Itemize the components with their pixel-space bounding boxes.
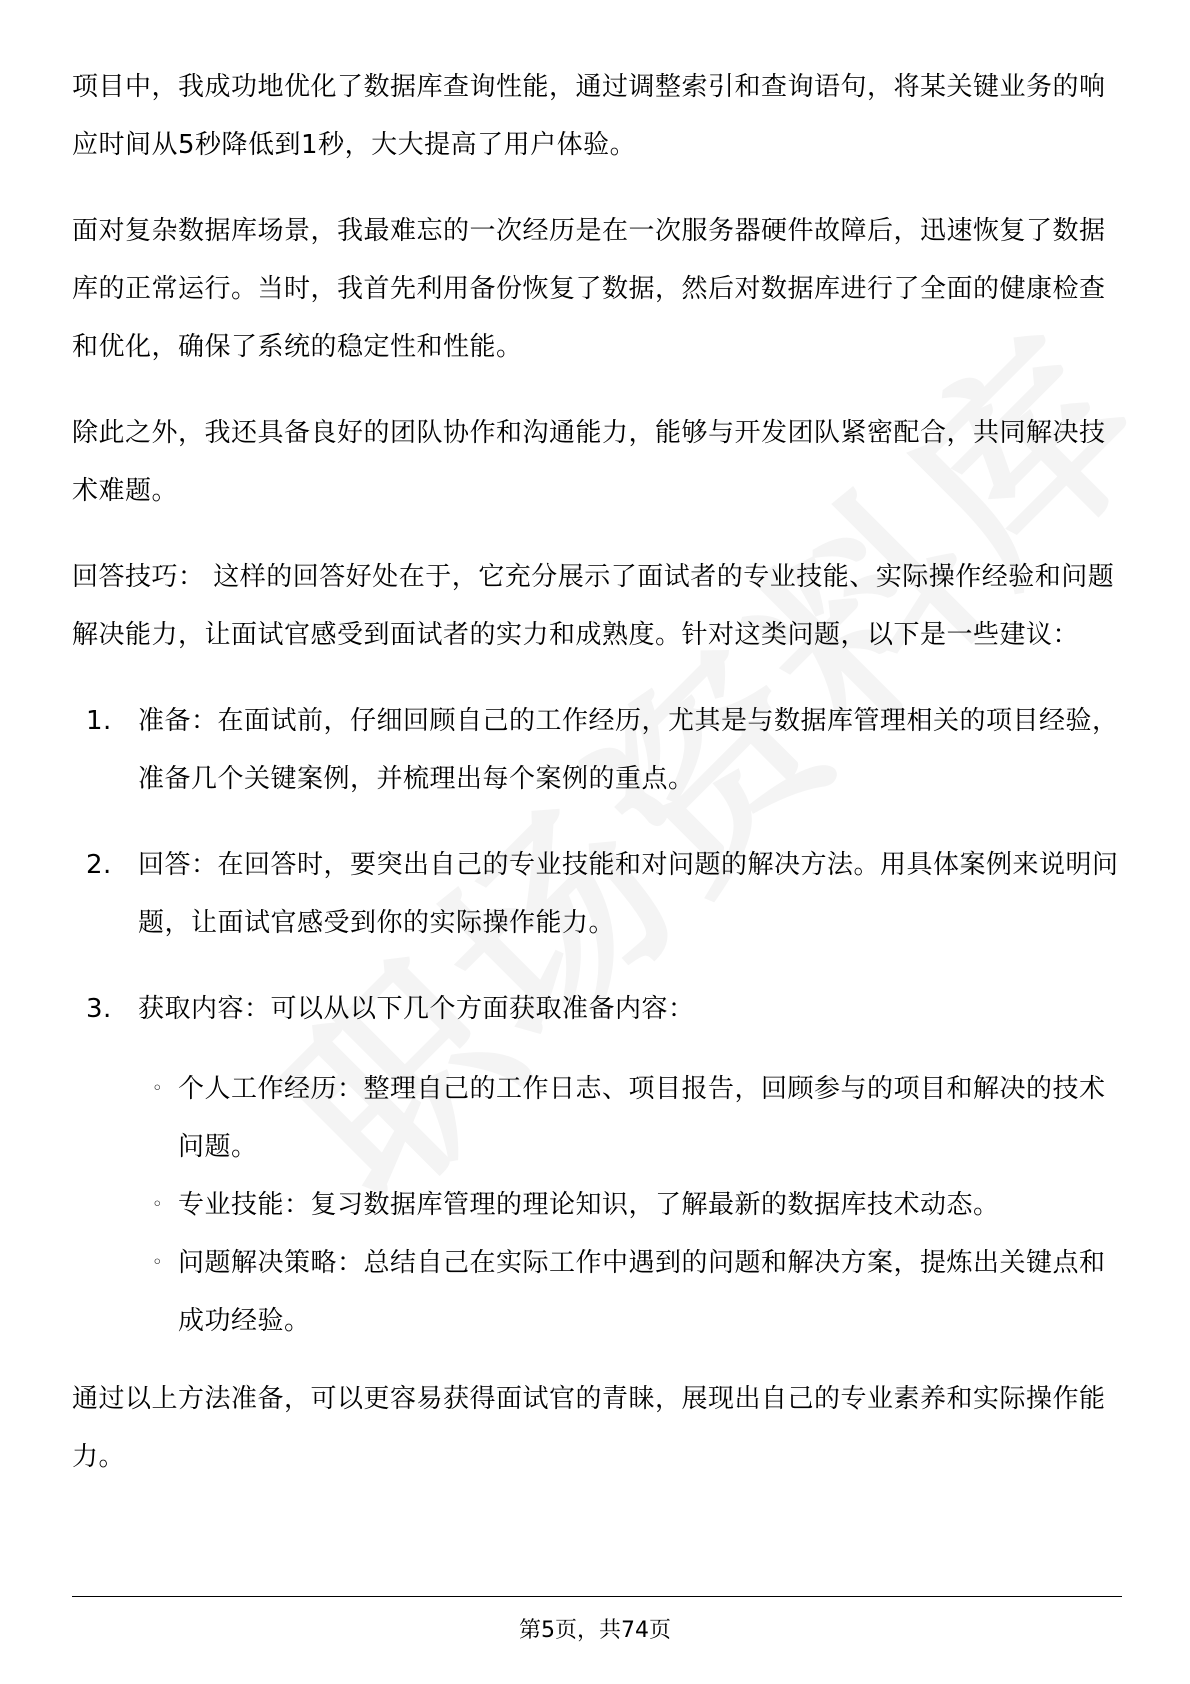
footer-divider <box>72 1596 1122 1597</box>
numbered-item-2 <box>86 836 1122 952</box>
list-number: 2. <box>86 850 112 880</box>
bullet-icon: ◦ <box>152 1194 164 1215</box>
list-item-text: 获取内容：可以从以下几个方面获取准备内容： <box>138 994 695 1024</box>
bullet-item-2 <box>72 1176 1122 1234</box>
numbered-item-3 <box>86 980 1122 1038</box>
paragraph-3: 除此之外，我还具备良好的团队协作和沟通能力，能够与开发团队紧密配合，共同解决技术难题。 <box>72 418 1106 506</box>
bullet-item-1 <box>72 1060 1122 1176</box>
list-item-text: 准备：在面试前，仔细回顾自己的工作经历，尤其是与数据库管理相关的项目经验，准备几个关键案例，并梳理出每个案例的重点。 <box>138 706 1119 794</box>
bullet-icon: ◦ <box>152 1252 164 1273</box>
numbered-item-1 <box>86 692 1122 808</box>
list-number: 3. <box>86 994 112 1024</box>
paragraph-1: 项目中，我成功地优化了数据库查询性能，通过调整索引和查询语句，将某关键业务的响应时间从5秒降低到1秒，大大提高了用户体验。 <box>72 72 1106 160</box>
list-item-text: 个人工作经历：整理自己的工作日志、项目报告，回顾参与的项目和解决的技术问题。 <box>178 1074 1106 1162</box>
document-body <box>72 58 1122 1514</box>
paragraph-2: 面对复杂数据库场景，我最难忘的一次经历是在一次服务器硬件故障后，迅速恢复了数据库的正常运行。当时，我首先利用备份恢复了数据，然后对数据库进行了全面的健康检查和优化，确保了系统的稳定性和性能。 <box>72 216 1106 362</box>
list-number: 1. <box>86 706 112 736</box>
bullet-list <box>72 1060 1122 1350</box>
list-item-text: 专业技能：复习数据库管理的理论知识，了解最新的数据库技术动态。 <box>178 1190 1000 1220</box>
bullet-item-3 <box>72 1234 1122 1350</box>
list-item-text: 问题解决策略：总结自己在实际工作中遇到的问题和解决方案，提炼出关键点和成功经验。 <box>178 1248 1106 1336</box>
numbered-list <box>72 692 1122 1038</box>
paragraph-answer-tips: 回答技巧： 这样的回答好处在于，它充分展示了面试者的专业技能、实际操作经验和问题解决能力，让面试官感受到面试者的实力和成熟度。针对这类问题，以下是一些建议： <box>72 562 1115 650</box>
paragraph-conclusion: 通过以上方法准备，可以更容易获得面试官的青睐，展现出自己的专业素养和实际操作能力。 <box>72 1384 1106 1472</box>
page-number: 第5页，共74页 <box>519 1618 671 1643</box>
bullet-icon: ◦ <box>152 1078 164 1099</box>
list-item-text: 回答：在回答时，要突出自己的专业技能和对问题的解决方法。用具体案例来说明问题，让面试官感受到你的实际操作能力。 <box>138 850 1119 938</box>
